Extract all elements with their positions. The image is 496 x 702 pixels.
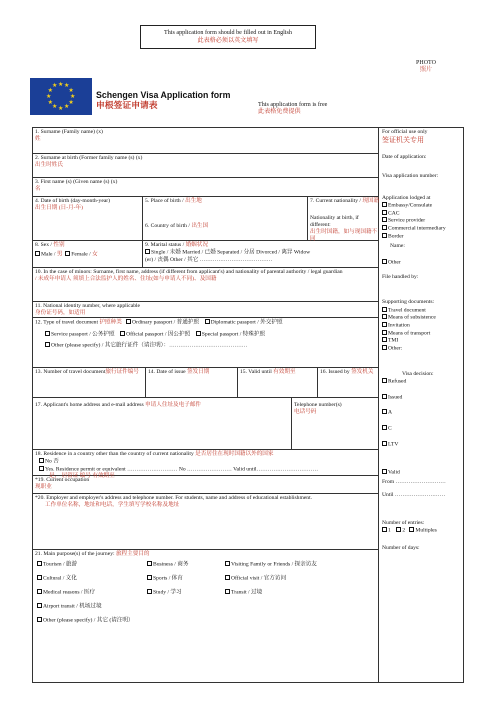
ltv-checkbox[interactable]	[382, 441, 387, 446]
entries-multiple-checkbox[interactable]	[409, 527, 414, 532]
issued-checkbox[interactable]	[382, 394, 387, 399]
country-birth-label-cn: 出生国	[191, 223, 209, 229]
issued-by-label: 16. Issued by	[320, 369, 350, 375]
file-handled-label: File handled by:	[382, 274, 419, 281]
field-nationality[interactable]	[307, 197, 379, 240]
male-label-cn: 男	[56, 251, 63, 258]
official-use-column	[379, 128, 465, 682]
cultural-label: Cultural / 文化	[43, 575, 77, 582]
country-birth-label: 6. Country of birth /	[145, 223, 190, 229]
purpose-label: 21. Main purpose(s) of the journey:	[35, 551, 115, 557]
lodged-option: Service provider	[388, 217, 426, 224]
other-lodged-checkbox[interactable]	[382, 259, 387, 264]
notice-english: This application form should be filled out in English	[164, 30, 292, 36]
lodged-checkbox[interactable]	[382, 225, 387, 230]
cultural-checkbox[interactable]	[37, 575, 42, 580]
issue-date-label: 14. Date of issue	[148, 369, 186, 375]
other-lodged-label: Other	[388, 259, 401, 266]
field-place-country-birth[interactable]	[142, 197, 307, 240]
valid-checkbox[interactable]	[382, 469, 387, 474]
title-chinese: 申根签证申请表	[96, 100, 158, 110]
marital-label-cn: 婚姻状况	[185, 242, 208, 248]
supporting-docs-label: Supporting documents:	[382, 299, 435, 306]
doc-number-label: 13. Number of travel document	[35, 369, 106, 375]
field-marital-status	[142, 241, 379, 267]
residence-label: 18. Residence in a country other than the country of current nationality	[35, 451, 194, 457]
tourism-label: Tourism / 旅游	[43, 561, 78, 568]
field-travel-document-type	[33, 318, 378, 368]
medical-label: Medical reasons / 医疗	[43, 589, 96, 596]
guardian-label: 10. In the case of minors: Surname, first name, address (if different from applicant's) and nationality of parental authority / legal guardian	[35, 269, 343, 275]
type-c-checkbox[interactable]	[382, 425, 387, 430]
refused-label: Refused	[388, 378, 407, 385]
ordinary-passport-checkbox[interactable]	[126, 319, 131, 324]
sex-label-cn: 性别	[53, 242, 65, 248]
address-label-cn: 申请人住址及电子邮件	[145, 402, 202, 408]
type-a-label: A	[388, 409, 393, 416]
supporting-checkbox[interactable]	[382, 337, 387, 342]
eu-flag-icon	[30, 78, 92, 115]
free-notice	[258, 102, 327, 116]
form-title	[96, 90, 230, 110]
flag-star-icon: ★	[52, 103, 58, 110]
residence-yes-label-cn: 是， 居留证 编号 有效期至	[49, 473, 115, 479]
supporting-option: Travel document	[388, 307, 426, 314]
field-issued-by[interactable]	[317, 368, 379, 397]
other-document-checkbox[interactable]	[45, 342, 50, 347]
place-birth-label: 5. Place of birth /	[145, 198, 184, 204]
field-first-name[interactable]	[33, 178, 378, 197]
sex-label: 8. Sex /	[35, 242, 52, 248]
surname-birth-label: 2. Surname at birth (Former family name (s) (x)	[35, 155, 143, 161]
service-passport-label: Service passport / 公务护照	[51, 331, 115, 337]
female-checkbox[interactable]	[65, 251, 70, 256]
residence-yes-label: Yes. Residence permit or equivalent ……………………… No …………………… Valid until……………………………	[45, 466, 319, 472]
residence-yes-checkbox[interactable]	[39, 466, 44, 471]
refused-checkbox[interactable]	[382, 378, 387, 383]
airport-transit-checkbox[interactable]	[37, 603, 42, 608]
supporting-option: Means of transport	[388, 330, 431, 337]
issue-date-label-cn: 签发日期	[187, 369, 210, 375]
field-date-of-issue[interactable]	[145, 368, 237, 397]
supporting-option: Invitation	[388, 322, 410, 329]
type-a-checkbox[interactable]	[382, 409, 387, 414]
telephone-label: Telephone number(s)	[294, 402, 342, 408]
lodged-at-label: Application lodged at	[382, 194, 431, 201]
transit-checkbox[interactable]	[225, 589, 230, 594]
row-sex-marital	[33, 241, 378, 268]
supporting-option: TMI	[388, 337, 399, 344]
language-notice	[140, 25, 316, 49]
service-passport-checkbox[interactable]	[45, 331, 50, 336]
lodged-checkbox[interactable]	[382, 217, 387, 222]
valid-until-label: 15. Valid until	[240, 369, 272, 375]
flag-star-icon: ★	[58, 105, 64, 112]
official-use-title: For official use only	[382, 129, 428, 135]
days-label: Number of days:	[382, 544, 420, 551]
employer-label: *20. Employer and employer's address and telephone number. For students, name and address of educational establishment.	[35, 495, 313, 501]
flag-star-icon: ★	[64, 103, 70, 110]
field-journey-purpose	[33, 550, 378, 683]
flag-star-icon: ★	[52, 83, 58, 90]
field-home-address[interactable]	[35, 402, 201, 409]
dob-label-cn: 出生日期 (日-月-年)	[35, 205, 84, 211]
flag-star-icon: ★	[47, 87, 53, 94]
flag-star-icon: ★	[68, 99, 74, 106]
free-notice-chinese: 此表格免费提供	[258, 109, 301, 115]
photo-area	[392, 60, 460, 84]
telephone-label-cn: 电话号码	[294, 409, 317, 415]
special-passport-label: Special passport / 特殊护照	[201, 331, 266, 337]
lodged-checkbox[interactable]	[382, 202, 387, 207]
official-passport-checkbox[interactable]	[120, 331, 125, 336]
lodged-option: Embassy/Consulate	[388, 202, 433, 209]
lodged-checkbox[interactable]	[382, 210, 387, 215]
type-c-label: C	[388, 425, 392, 432]
supporting-checkbox[interactable]	[382, 330, 387, 335]
medical-checkbox[interactable]	[37, 589, 42, 594]
first-name-label-cn: 名	[35, 186, 41, 192]
doc-type-label-cn: 护照种类	[99, 319, 122, 326]
other-purpose-label: Other (please specify) / 其它 (请注明）	[43, 617, 134, 624]
entries-label: Number of entries:	[382, 519, 425, 526]
residence-no-label: No 否	[45, 458, 59, 465]
field-document-number[interactable]	[35, 369, 143, 376]
lodged-option: Border	[388, 233, 404, 240]
field-sex	[35, 242, 98, 259]
surname-birth-label-cn: 出生时姓氏	[35, 162, 63, 168]
flag-star-icon: ★	[47, 99, 53, 106]
other-document-label: Other (please specify) / 其它旅行证件（请注明）：……………………………………	[51, 342, 248, 349]
female-label: Female /	[71, 251, 91, 258]
official-passport-label: Official passport / 因公护照	[126, 331, 191, 337]
employer-label-cn: 工作单位名称，地址和电话，学生填写学校名称及地址	[45, 502, 180, 508]
occupation-label: *19. Current occupation	[35, 477, 90, 483]
row-address	[33, 398, 378, 450]
flag-star-icon: ★	[64, 83, 70, 90]
applicant-section	[33, 128, 379, 682]
official-use-title-cn: 签证机关专用	[382, 136, 424, 145]
valid-until-label-cn: 有效期至	[273, 369, 296, 375]
lodged-options	[382, 202, 462, 241]
male-checkbox[interactable]	[35, 251, 40, 256]
marital-options: Single / 未婚 Married / 已婚 Separated / 分居 Divorced / 离异 Widow	[151, 249, 311, 256]
lodged-checkbox[interactable]	[382, 233, 387, 238]
official-visit-label: Official visit / 官方访问	[231, 575, 287, 582]
official-visit-checkbox[interactable]	[225, 575, 230, 580]
application-number-label: Visa application number:	[382, 173, 439, 180]
surname-label: 1. Surname (Family name) (x)	[35, 129, 103, 135]
field-occupation[interactable]	[33, 476, 378, 494]
name-label: Name:	[390, 243, 405, 250]
transit-label: Transit / 过境	[231, 589, 263, 596]
issued-label: Issued	[388, 394, 403, 401]
female-label-cn: 女	[92, 251, 98, 258]
male-label: Male /	[41, 251, 56, 258]
flag-star-icon: ★	[70, 93, 76, 100]
airport-transit-label: Airport transit / 机场过境	[43, 603, 102, 610]
supporting-checkbox[interactable]	[382, 307, 387, 312]
entries-1-label: 1	[388, 527, 391, 534]
nationality-birth-label: Nationality at birth, if different:	[310, 215, 359, 228]
field-national-id[interactable]	[33, 302, 378, 318]
doc-number-label-cn: 旅行证件编号	[105, 369, 139, 375]
lodged-option: CAC	[388, 210, 400, 217]
nationality-label: 7. Current nationality /	[310, 198, 361, 204]
marital-checkbox[interactable]	[145, 249, 150, 254]
diplomatic-passport-label: Diplomatic passport / 外交护照	[210, 319, 283, 326]
field-residence	[33, 450, 378, 479]
study-checkbox[interactable]	[147, 589, 152, 594]
business-checkbox[interactable]	[147, 561, 152, 566]
nationality-label-cn: 现国籍	[362, 198, 380, 204]
guardian-label-cn: / 未成年申请人 须填上合法监护人的姓名、住址(如与申请人不同)、及国籍	[35, 276, 217, 282]
national-id-label: 11. National identity number, where applicable	[35, 303, 141, 309]
valid-until-official-label: Until ………………………	[382, 492, 446, 499]
nationality-birth-label-cn: 出生时国籍，如与现国籍不同	[310, 229, 378, 242]
row-birth	[33, 197, 378, 241]
photo-label-cn: 照片	[419, 67, 432, 73]
field-surname-at-birth[interactable]	[33, 154, 378, 178]
occupation-label-cn: 现职业	[35, 484, 52, 490]
date-of-application-label: Date of application:	[382, 154, 427, 161]
field-telephone[interactable]	[291, 398, 379, 449]
field-date-of-birth[interactable]	[35, 198, 110, 212]
diplomatic-passport-checkbox[interactable]	[205, 319, 210, 324]
visiting-checkbox[interactable]	[225, 561, 230, 566]
visa-decision-label: Visa decision:	[402, 370, 434, 377]
flag-star-icon: ★	[68, 87, 74, 94]
dob-label: 4. Date of birth (day-month-year)	[35, 198, 111, 204]
entries-multiple-label: Multiples	[415, 527, 437, 534]
field-employer[interactable]	[33, 494, 378, 550]
sports-checkbox[interactable]	[147, 575, 152, 580]
valid-from-label: From ………………………	[382, 479, 446, 486]
business-label: Business / 商务	[153, 561, 189, 568]
address-label: 17. Applicant's home address and e-mail address	[35, 402, 144, 408]
supporting-option: Means of subsistence	[388, 314, 436, 321]
entries-2-checkbox[interactable]	[396, 527, 401, 532]
field-surname[interactable]	[33, 128, 378, 154]
supporting-option: Other:	[388, 345, 403, 352]
lodged-option: Commercial intermediary	[388, 225, 446, 232]
ordinary-passport-label: Ordinary passport / 普通护照	[132, 319, 200, 326]
valid-label: Valid	[388, 469, 400, 476]
other-purpose-checkbox[interactable]	[37, 617, 42, 622]
flag-star-icon: ★	[58, 81, 64, 88]
ltv-label: LTV	[388, 441, 399, 448]
study-label: Study / 学习	[153, 589, 182, 596]
residence-no-checkbox[interactable]	[39, 458, 44, 463]
residence-label-cn: 是否居住在现时国籍以外的国家	[195, 451, 274, 457]
title-english: Schengen Visa Application form	[96, 90, 231, 100]
first-name-label: 3. First name (s) (Given name (s) (x)	[35, 179, 118, 185]
issued-by-label-cn: 签发机关	[351, 369, 374, 375]
place-birth-label-cn: 出生地	[185, 198, 202, 204]
supporting-checkbox[interactable]	[382, 322, 387, 327]
flag-star-icon: ★	[46, 93, 52, 100]
notice-chinese: 此表格必须以英文填写	[197, 38, 259, 44]
supporting-checkbox[interactable]	[382, 345, 387, 350]
visiting-label: Visiting Family or Friends / 探亲访友	[231, 561, 317, 568]
photo-label: PHOTO	[416, 60, 436, 66]
field-minor-guardian[interactable]	[33, 268, 378, 302]
sports-label: Sports / 体育	[153, 575, 183, 582]
application-form	[32, 127, 464, 683]
entries-1-checkbox[interactable]	[382, 527, 387, 532]
free-notice-english: This application form is free	[258, 102, 328, 108]
doc-type-label: 12. Type of travel document	[35, 319, 99, 326]
national-id-label-cn: 身份证号码，如适用	[35, 310, 86, 316]
marital-options-cont: (er) / 丧偶 Other / 其它 …………………………………	[145, 256, 273, 263]
marital-label: 9. Marital status /	[145, 242, 185, 248]
purpose-label-cn: 旅程主要目的	[115, 551, 150, 557]
surname-label-cn: 姓	[35, 136, 41, 142]
row-document-details	[33, 368, 378, 398]
supporting-options	[382, 307, 462, 353]
supporting-checkbox[interactable]	[382, 314, 387, 319]
tourism-checkbox[interactable]	[37, 561, 42, 566]
special-passport-checkbox[interactable]	[196, 331, 201, 336]
field-valid-until[interactable]	[237, 368, 317, 397]
entries-2-label: 2	[402, 527, 406, 534]
